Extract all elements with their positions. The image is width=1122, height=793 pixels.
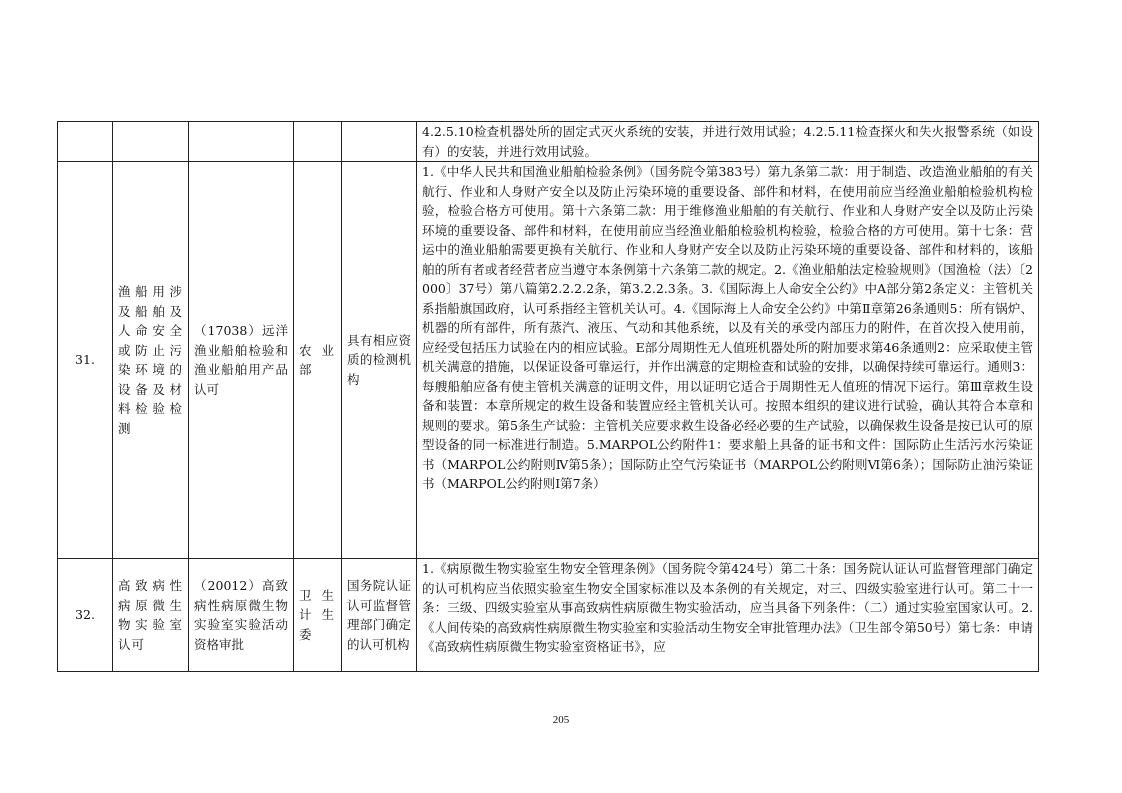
implementer: 国务院认证认可监督管理部门确定的认可机构 bbox=[342, 559, 417, 672]
department: 卫生计生委 bbox=[294, 559, 342, 672]
subitem-name: （20012）高致病性病原微生物实验室实验活动资格审批 bbox=[189, 559, 294, 672]
row-number bbox=[58, 122, 113, 162]
table-row bbox=[58, 122, 1039, 162]
department bbox=[294, 122, 342, 162]
implementer: 具有相应资质的检测机构 bbox=[342, 162, 417, 559]
item-name: 高致病性病原微生物实验室认可 bbox=[113, 559, 189, 672]
legal-basis: 1.《中华人民共和国渔业船舶检验条例》（国务院令第383号）第九条第二款：用于制造、改造渔业船舶的有关航行、作业和人身财产安全以及防止污染环境的重要设备、部件和材料，在使用前应当经渔业船舶检验机构检验，检验合格方可使用。第十六条第二款：用于维修渔业船舶的有关航行、作业和人身财产安全以及防止污染环境的重要设备、部件和材料，在使用前应当经渔业船舶检验机构检验，检验合格的方可使用。第十七条：营运中的渔业船舶需要更换有关航行、作业和人身财产安全以及防止污染环境的重要设备、部件和材料的，该船舶的所有者或者经营者应当遵守本条例第十六条第二款的规定。2.《渔业船舶法定检验规则》（国渔检（法）〔2000〕37号）第八篇第2.2.2.2条，第3.2.2.3条。3.《国际海上人命安全公约》中A部分第2条定义：主管机关系指船旗国政府，认可系指经主管机关认可。4.《国际海上人命安全公约》中第Ⅱ章第26条通则5：所有锅炉、机器的所有部件，所有蒸汽、液压、气动和其他系统，以及有关的承受内部压力的附件，在首次投入使用前，应经受包括压力试验在内的相应试验。E部分周期性无人值班机器处所的附加要求第46条通则2：应采取使主管机关满意的措施，以保证设备可靠运行，并作出满意的定期检查和试验的安排，以确保持续可靠运行。通则3：每艘船舶应备有使主管机关满意的证明文件，用以证明它适合于周期性无人值班的情况下运行。第Ⅲ章救生设备和装置：本章所规定的救生设备和装置应经主管机关认可。按照本组织的建议进行试验，确认其符合本章和规则的要求。第5条生产试验：主管机关应要求救生设备必经必要的生产试验，以确保救生设备是按已认可的原型设备的同一标准进行制造。5.MARPOL公约附件1：要求船上具备的证书和文件：国际防止生活污水污染证书（MARPOL公约附则Ⅳ第5条）；国际防止空气污染证书（MARPOL公约附则Ⅵ第6条）；国际防止油污染证书（MARPOL公约附则Ⅰ第7条） bbox=[417, 162, 1039, 559]
licensing-table bbox=[57, 121, 1039, 672]
subitem-name: （17038）远洋渔业船舶检验和渔业船舶用产品认可 bbox=[189, 162, 294, 559]
legal-basis: 1.《病原微生物实验室生物安全管理条例》（国务院令第424号）第二十条：国务院认证认可监督管理部门确定的认可机构应当依照实验室生物安全国家标准以及本条例的有关规定，对三、四级实验室进行认可。第二十一条：三级、四级实验室从事高致病性病原微生物实验活动，应当具备下列条件：（二）通过实验室国家认可。2.《人间传染的高致病性病原微生物实验室和实验活动生物安全审批管理办法》（卫生部令第50号）第七条：申请《高致病性病原微生物实验室资格证书》，应 bbox=[417, 559, 1039, 672]
table-row bbox=[58, 559, 1039, 672]
department: 农业部 bbox=[294, 162, 342, 559]
row-number: 31. bbox=[58, 162, 113, 559]
legal-basis: 4.2.5.10检查机器处所的固定式灭火系统的安装，并进行效用试验；4.2.5.11检查探火和失火报警系统（如设有）的安装，并进行效用试验。 bbox=[417, 122, 1039, 162]
implementer bbox=[342, 122, 417, 162]
item-name: 渔船用涉及船舶及人命安全或防止污染环境的设备及材料检验检测 bbox=[113, 162, 189, 559]
page-number: 205 bbox=[552, 714, 570, 726]
subitem-name bbox=[189, 122, 294, 162]
table-row bbox=[58, 162, 1039, 559]
item-name bbox=[113, 122, 189, 162]
row-number: 32. bbox=[58, 559, 113, 672]
